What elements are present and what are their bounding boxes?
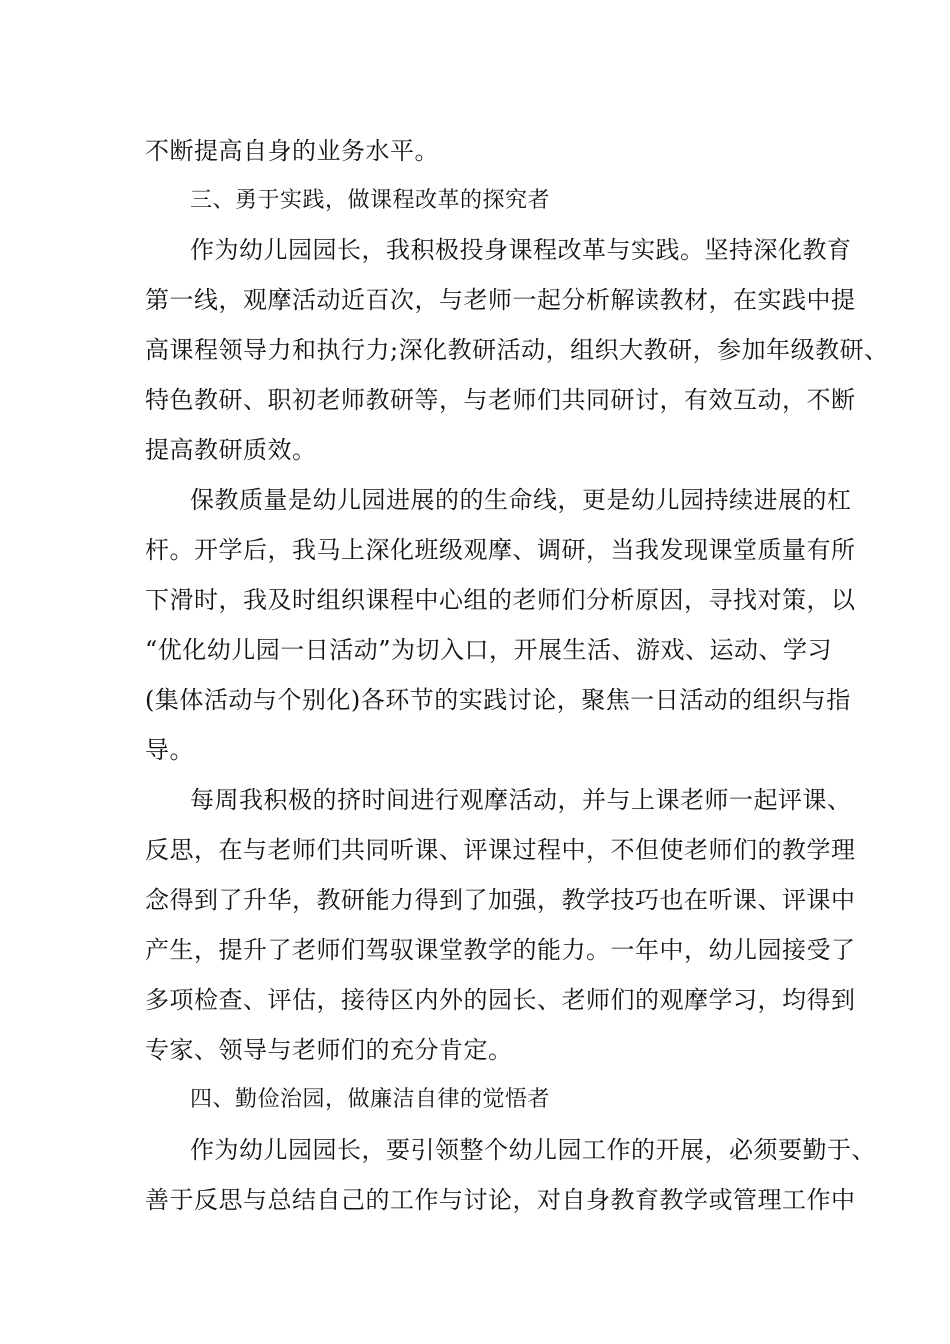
section-heading-3: 三、勇于实践，做课程改革的探究者 — [190, 188, 551, 213]
text-line: 反思，在与老师们共同听课、评课过程中，不但使老师们的教学理 — [145, 836, 856, 864]
text-line: (集体活动与个别化)各环节的实践讨论，聚焦一日活动的组织与指 — [145, 686, 851, 714]
text-line: 杆。开学后，我马上深化班级观摩、调研，当我发现课堂质量有所 — [145, 536, 856, 564]
text-line: 提高教研质效。 — [145, 436, 317, 464]
text-line: 保教质量是幼儿园进展的的生命线，更是幼儿园持续进展的杠 — [190, 486, 852, 514]
text-line: 专家、领导与老师们的充分肯定。 — [145, 1036, 513, 1064]
text-line: 作为幼儿园园长，我积极投身课程改革与实践。坚持深化教育 — [190, 236, 852, 264]
text-line: 念得到了升华，教研能力得到了加强，教学技巧也在听课、评课中 — [145, 886, 856, 914]
text-line: 不断提高自身的业务水平。 — [145, 137, 439, 165]
text-line: 特色教研、职初老师教研等，与老师们共同研讨，有效互动，不断 — [145, 386, 856, 414]
text-line: 善于反思与总结自己的工作与讨论，对自身教育教学或管理工作中 — [145, 1186, 856, 1214]
text-line: 产生，提升了老师们驾驭课堂教学的能力。一年中，幼儿园接受了 — [145, 936, 856, 964]
text-line: 作为幼儿园园长，要引领整个幼儿园工作的开展，必须要勤于、 — [190, 1136, 876, 1164]
text-line: 每周我积极的挤时间进行观摩活动，并与上课老师一起评课、 — [190, 786, 852, 814]
section-heading-4: 四、勤俭治园，做廉洁自律的觉悟者 — [190, 1087, 551, 1112]
text-line: 高课程领导力和执行力;深化教研活动，组织大教研，参加年级教研、 — [145, 336, 889, 364]
text-line: 多项检查、评估，接待区内外的园长、老师们的观摩学习，均得到 — [145, 986, 856, 1014]
text-line: “优化幼儿园一日活动”为切入口，开展生活、游戏、运动、学习 — [145, 636, 833, 664]
text-line: 导。 — [145, 736, 194, 764]
text-line: 第一线，观摩活动近百次，与老师一起分析解读教材，在实践中提 — [145, 286, 856, 314]
text-line: 下滑时，我及时组织课程中心组的老师们分析原因，寻找对策，以 — [145, 586, 856, 614]
